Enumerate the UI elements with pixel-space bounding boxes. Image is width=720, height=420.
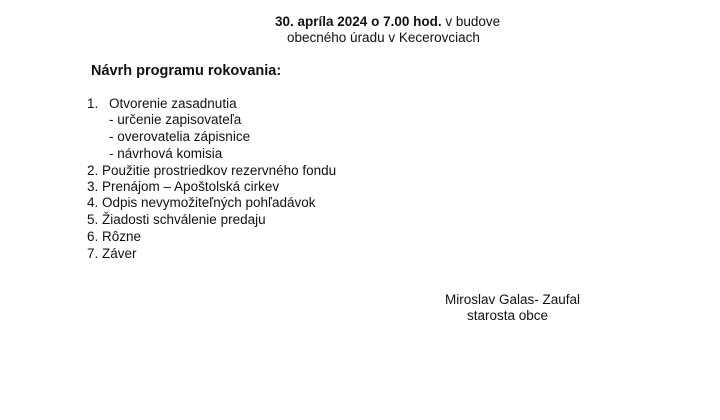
agenda-item: 5. Žiadosti schválenie predaju <box>87 212 266 227</box>
agenda-subitem: - overovatelia zápisnice <box>109 129 251 144</box>
meeting-location: obecného úradu v Kecerovciach <box>287 30 480 45</box>
agenda-item: 4. Odpis nevymožiteľných pohľadávok <box>87 195 316 210</box>
meeting-location-suffix: v budove <box>445 14 501 29</box>
meeting-date-line <box>275 14 500 30</box>
agenda-item: 7. Záver <box>87 246 137 261</box>
agenda-item: 2. Použitie prostriedkov rezervného fondu <box>87 163 337 178</box>
agenda-item: 6. Rôzne <box>87 229 142 244</box>
agenda-subitem: - určenie zapisovateľa <box>109 112 242 127</box>
agenda-item-1-number: 1. <box>87 96 99 111</box>
agenda-title: Návrh programu rokovania: <box>91 63 282 79</box>
signatory-name: Miroslav Galas- Zaufal <box>445 292 581 307</box>
meeting-date-time: 30. apríla 2024 o 7.00 hod. <box>275 14 442 29</box>
agenda-item: 3. Prenájom – Apoštolská cirkev <box>87 179 280 194</box>
agenda-subitem: - návrhová komisia <box>109 146 223 161</box>
signatory-title: starosta obce <box>467 308 549 323</box>
agenda-item-1-label: Otvorenie zasadnutia <box>109 96 237 111</box>
